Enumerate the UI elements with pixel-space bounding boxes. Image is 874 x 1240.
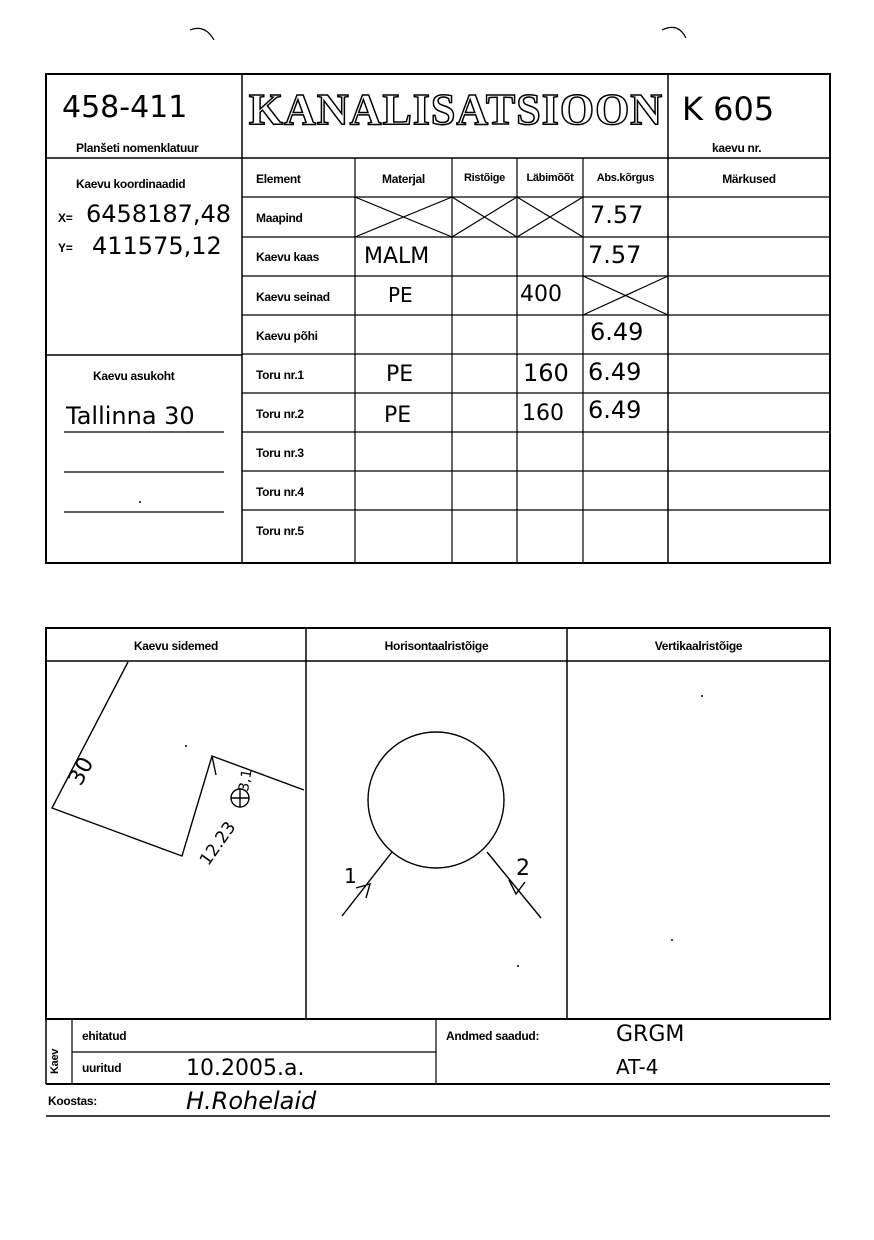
col-header-material: Materjal <box>382 172 425 186</box>
data-source-label: Andmed saadud: <box>446 1029 540 1043</box>
tie-distance-30: 30 <box>64 753 100 790</box>
pipe-1-label: 1 <box>344 864 357 888</box>
location-value: Tallinna 30 <box>66 402 195 430</box>
row-element: Toru nr.5 <box>256 524 304 538</box>
row-height: 6.49 <box>590 318 644 346</box>
row-material: MALM <box>364 244 430 269</box>
col-header-abs-height: Abs.kõrgus <box>596 172 655 184</box>
row-height: 6.49 <box>588 396 642 424</box>
page-title: KANALISATSIOON <box>248 85 664 134</box>
col-header-element: Element <box>256 172 301 186</box>
built-label: ehitatud <box>82 1029 127 1043</box>
col-header-cross-section: Ristõige <box>464 172 505 184</box>
compiled-by-value: H.Rohelaid <box>186 1087 317 1115</box>
well-number-label: kaevu nr. <box>712 141 762 155</box>
row-material: PE <box>388 283 413 307</box>
y-coordinate-value: 411575,12 <box>92 232 222 260</box>
row-element: Maapind <box>256 211 303 225</box>
row-diameter: 160 <box>522 401 564 426</box>
row-material: PE <box>386 362 414 387</box>
data-source-value-2: AT-4 <box>616 1055 659 1079</box>
well-side-label: Kaev <box>49 1048 61 1074</box>
tie-distance-31: 3,1 <box>236 768 256 793</box>
y-prefix: Y= <box>58 241 73 255</box>
col-header-notes: Märkused <box>722 172 776 186</box>
row-element: Toru nr.4 <box>256 485 304 499</box>
row-element: Toru nr.2 <box>256 407 304 421</box>
horizontal-section-label: Horisontaalristõige <box>384 639 489 653</box>
surveyed-value: 10.2005.a. <box>186 1056 305 1081</box>
row-diameter: 400 <box>520 282 562 307</box>
pipe-2-label: 2 <box>516 856 530 881</box>
row-element: Toru nr.3 <box>256 446 304 460</box>
row-height: 7.57 <box>590 201 644 229</box>
x-coordinate-value: 6458187,48 <box>86 200 232 228</box>
col-header-diameter: Läbimõõt <box>526 172 574 184</box>
compiled-by-label: Koostas: <box>48 1094 97 1108</box>
data-source-value-1: GRGM <box>616 1022 685 1047</box>
row-diameter: 160 <box>523 359 569 387</box>
row-element: Kaevu kaas <box>256 250 320 264</box>
x-prefix: X= <box>58 211 73 225</box>
nomenclature-label: Planšeti nomenklatuur <box>76 141 199 155</box>
location-label: Kaevu asukoht <box>93 369 175 383</box>
coordinates-label: Kaevu koordinaadid <box>76 177 186 191</box>
row-material: PE <box>384 403 412 428</box>
row-height: 7.57 <box>588 241 642 269</box>
vertical-section-label: Vertikaalristõige <box>654 639 743 653</box>
tie-distance-1223: 12.23 <box>196 818 241 870</box>
row-element: Toru nr.1 <box>256 368 304 382</box>
row-element: Kaevu seinad <box>256 290 330 304</box>
row-height: 6.49 <box>588 358 642 386</box>
nomenclature-value: 458-411 <box>62 90 188 125</box>
surveyed-label: uuritud <box>82 1061 122 1075</box>
ties-label: Kaevu sidemed <box>133 639 219 653</box>
well-number-value: K 605 <box>682 90 775 128</box>
row-element: Kaevu põhi <box>256 329 318 343</box>
